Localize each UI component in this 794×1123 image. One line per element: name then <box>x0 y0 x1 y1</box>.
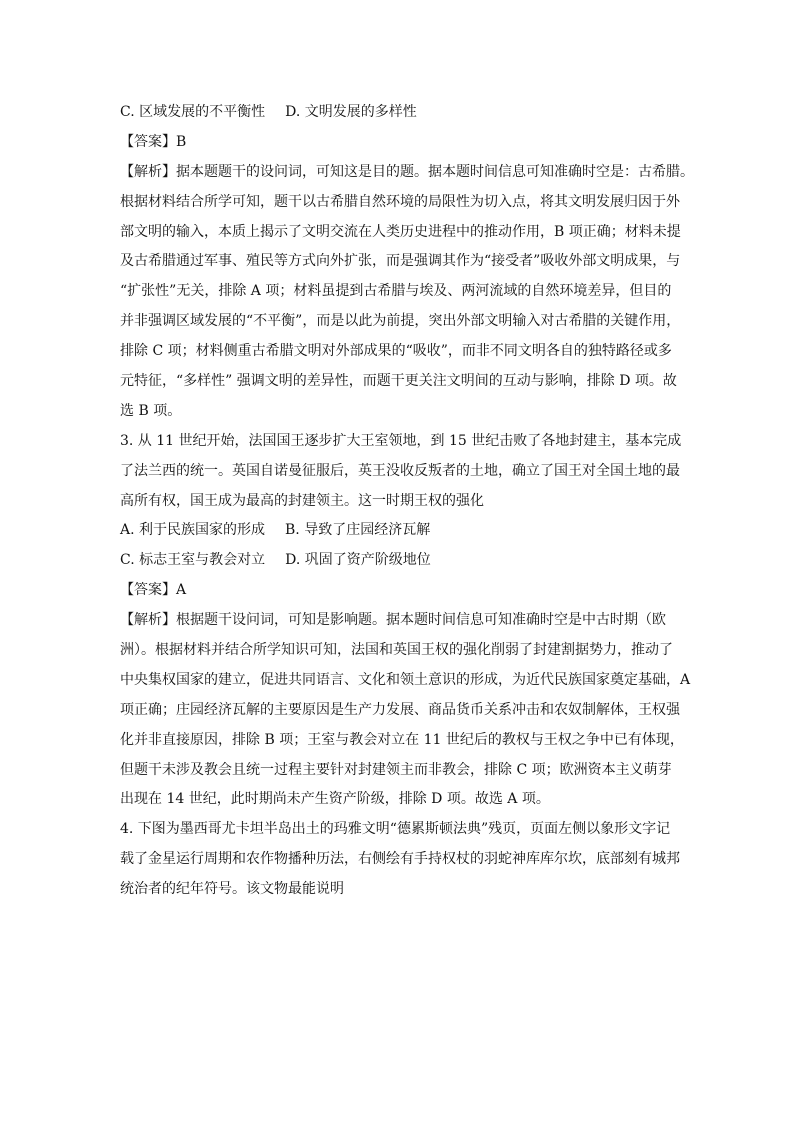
answer-options-row <box>120 516 680 546</box>
option-text: A. 利于民族国家的形成 <box>120 522 266 539</box>
text-line: 洲）。根据材料并结合所学知识可知，法国和英国王权的强化削弱了封建割据势力，推动了 <box>120 642 673 659</box>
text-line: 化并非直接原因，排除 B 项；王室与教会对立在 11 世纪后的教权与王权之争中已有体现， <box>120 731 684 748</box>
text-line: 及古希腊通过军事、殖民等方式向外扩张，而是强调其作为“接受者”吸收外部文明成果，与 <box>120 253 681 270</box>
text-line: 4. 下图为墨西哥尤卡坦半岛出土的玛雅文明“德累斯顿法典”残页，页面左侧以象形文字记 <box>120 821 671 838</box>
text-line: 中央集权国家的建立，促进共同语言、文化和领土意识的形成，为近代民族国家奠定基础，A <box>120 671 691 688</box>
text-line: 3. 从 11 世纪开始，法国国王逐步扩大王室领地，到 15 世纪击败了各地封建主，基本完成 <box>120 432 682 449</box>
answer-options-row <box>120 98 680 128</box>
text-line: 出现在 14 世纪，此时期尚未产生资产阶级，排除 D 项。故选 A 项。 <box>120 791 550 808</box>
answer-options-row <box>120 546 680 576</box>
document-body <box>120 98 694 905</box>
text-line: 项正确；庄园经济瓦解的主要原因是生产力发展、商品货币关系冲击和农奴制解体，王权强 <box>120 701 680 718</box>
text-line: 【答案】A <box>120 582 187 599</box>
text-line: 【解析】据本题题干的设问词，可知这是目的题。据本题时间信息可知准确时空是：古希腊。 <box>120 163 694 180</box>
text-line: 【解析】根据题干设问词，可知是影响题。据本题时间信息可知准确时空是中古时期（欧 <box>120 612 666 629</box>
text-line: 【答案】B <box>120 133 187 150</box>
option-text: D. 文明发展的多样性 <box>285 104 417 120</box>
text-line: 了法兰西的统一。英国自诺曼征服后，英王没收反叛者的土地，确立了国王对全国土地的最 <box>120 462 680 479</box>
text-line: 但题干未涉及教会且统一过程主要针对封建领主而非教会，排除 C 项；欧洲资本主义萌芽 <box>120 761 672 778</box>
text-line: 并非强调区域发展的“不平衡”，而是以此为前提，突出外部文明输入对古希腊的关键作用， <box>120 313 681 330</box>
text-line: 统治者的纪年符号。该文物最能说明 <box>120 881 344 898</box>
text-line: 高所有权，国王成为最高的封建领主。这一时期王权的强化 <box>120 492 484 509</box>
text-line: 排除 C 项；材料侧重古希腊文明对外部成果的“吸收”，而非不同文明各自的独特路径或多 <box>120 343 672 360</box>
option-text: B. 导致了庄园经济瓦解 <box>285 522 431 539</box>
text-line: 部文明的输入，本质上揭示了文明交流在人类历史进程中的推动作用，B 项正确；材料未提 <box>120 223 681 240</box>
option-text: D. 巩固了资产阶级地位 <box>285 552 431 569</box>
option-text: C. 区域发展的不平衡性 <box>120 104 266 120</box>
text-line: 载了金星运行周期和农作物播种历法，右侧绘有手持权杖的羽蛇神库库尔坎，底部刻有城邦 <box>120 851 680 868</box>
text-line: 选 B 项。 <box>120 402 182 419</box>
option-text: C. 标志王室与教会对立 <box>120 552 266 569</box>
text-line: 元特征，“多样性” 强调文明的差异性，而题干更关注文明间的互动与影响，排除 D 项。故 <box>120 373 677 390</box>
text-line: 根据材料结合所学可知，题干以古希腊自然环境的局限性为切入点，将其文明发展归因于外 <box>120 193 680 210</box>
text-line: “扩张性”无关，排除 A 项；材料虽提到古希腊与埃及、两河流域的自然环境差异，但目的 <box>120 283 672 300</box>
